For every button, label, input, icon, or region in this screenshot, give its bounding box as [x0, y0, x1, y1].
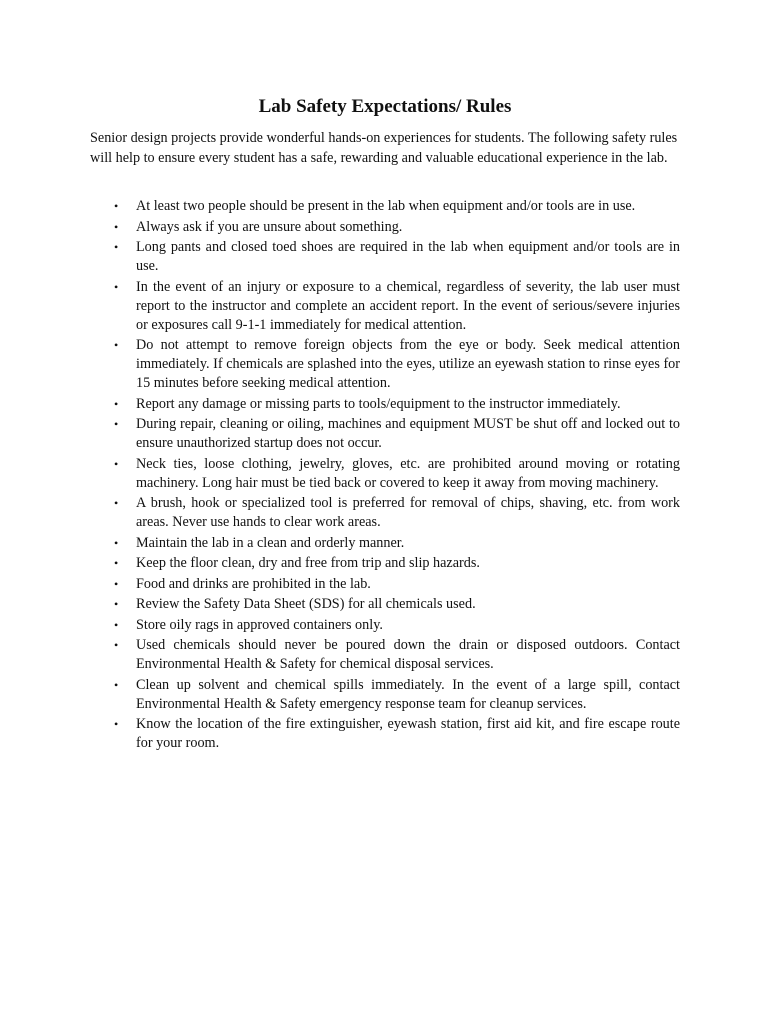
bullet-icon: •	[114, 417, 119, 431]
rules-list	[90, 197, 680, 753]
bullet-icon: •	[114, 597, 119, 611]
bullet-icon: •	[114, 456, 119, 471]
rule-text: Long pants and closed toed shoes are required in the lab when equipment and/or tools are in use.	[136, 239, 680, 274]
rule-item	[114, 554, 680, 573]
rule-text: At least two people should be present in the lab when equipment and/or tools are in use.	[136, 198, 636, 214]
rule-item	[114, 395, 680, 414]
rule-text: Used chemicals should never be poured down the drain or disposed outdoors. Contact Environmental Health & Safety for chemical disposal services.	[136, 637, 680, 672]
rule-text: Maintain the lab in a clean and orderly manner.	[136, 534, 405, 551]
rule-text: A brush, hook or specialized tool is preferred for removal of chips, shaving, etc. from work areas. Never use hands to clear work areas.	[136, 495, 680, 530]
rule-text: Know the location of the fire extinguisher, eyewash station, first aid kit, and fire escape route for your room.	[136, 716, 680, 751]
rule-item	[114, 494, 680, 532]
rule-text: During repair, cleaning or oiling, machines and equipment MUST be shut off and locked out to ensure unauthorized startup does not occur.	[136, 416, 680, 451]
bullet-icon: •	[114, 396, 119, 411]
bullet-icon: •	[114, 199, 119, 213]
rule-text: Neck ties, loose clothing, jewelry, gloves, etc. are prohibited around moving or rotating machinery. Long hair must be tied back or covered to keep it away from moving machinery.	[136, 455, 680, 491]
rule-text: Store oily rags in approved containers only.	[136, 616, 383, 633]
rule-text: Do not attempt to remove foreign objects from the eye or body. Seek medical attention immediately. If chemicals are splashed into the eyes, utilize an eyewash station to rinse eyes for 15 minutes before seeking medical attention.	[136, 337, 680, 391]
rule-text: Review the Safety Data Sheet (SDS) for all chemicals used.	[136, 596, 476, 612]
bullet-icon: •	[114, 617, 119, 632]
bullet-icon: •	[114, 535, 119, 550]
rule-item	[114, 636, 680, 674]
rule-text: In the event of an injury or exposure to a chemical, regardless of severity, the lab user must report to the instructor and complete an accident report. In the event of serious/severe injuries or exposures call 9-1-1 immediately for medical attention.	[136, 278, 680, 333]
rule-item	[114, 415, 680, 453]
bullet-icon: •	[114, 496, 119, 510]
rule-item	[114, 715, 680, 753]
rule-item	[114, 676, 680, 714]
rule-item	[114, 278, 680, 335]
rule-item	[114, 218, 680, 237]
bullet-icon: •	[114, 279, 119, 294]
rule-item	[114, 238, 680, 276]
rule-text: Clean up solvent and chemical spills immediately. In the event of a large spill, contact Environmental Health & Safety emergency response team for cleanup services.	[136, 676, 680, 712]
document-title: Lab Safety Expectations/ Rules	[258, 96, 512, 117]
rule-text: Food and drinks are prohibited in the lab.	[136, 575, 371, 592]
bullet-icon: •	[114, 219, 119, 234]
rule-item	[114, 616, 680, 635]
intro-paragraph: Senior design projects provide wonderful hands-on experiences for students. The following safety rules will help to ensure every student has a safe, rewarding and valuable educational experience in the lab.	[90, 130, 678, 166]
bullet-icon: •	[114, 240, 119, 254]
rule-text: Always ask if you are unsure about something.	[136, 218, 403, 235]
rule-item	[114, 336, 680, 393]
bullet-icon: •	[114, 556, 119, 570]
bullet-icon: •	[114, 717, 119, 731]
bullet-icon: •	[114, 638, 119, 652]
bullet-icon: •	[114, 338, 119, 352]
rule-text: Report any damage or missing parts to tools/equipment to the instructor immediately.	[136, 395, 621, 412]
bullet-icon: •	[114, 576, 119, 591]
rule-text: Keep the floor clean, dry and free from trip and slip hazards.	[136, 555, 480, 571]
rule-item	[114, 595, 680, 614]
rule-item	[114, 197, 680, 216]
bullet-icon: •	[114, 677, 119, 692]
rule-item	[114, 534, 680, 553]
rule-item	[114, 575, 680, 594]
rule-item	[114, 455, 680, 493]
